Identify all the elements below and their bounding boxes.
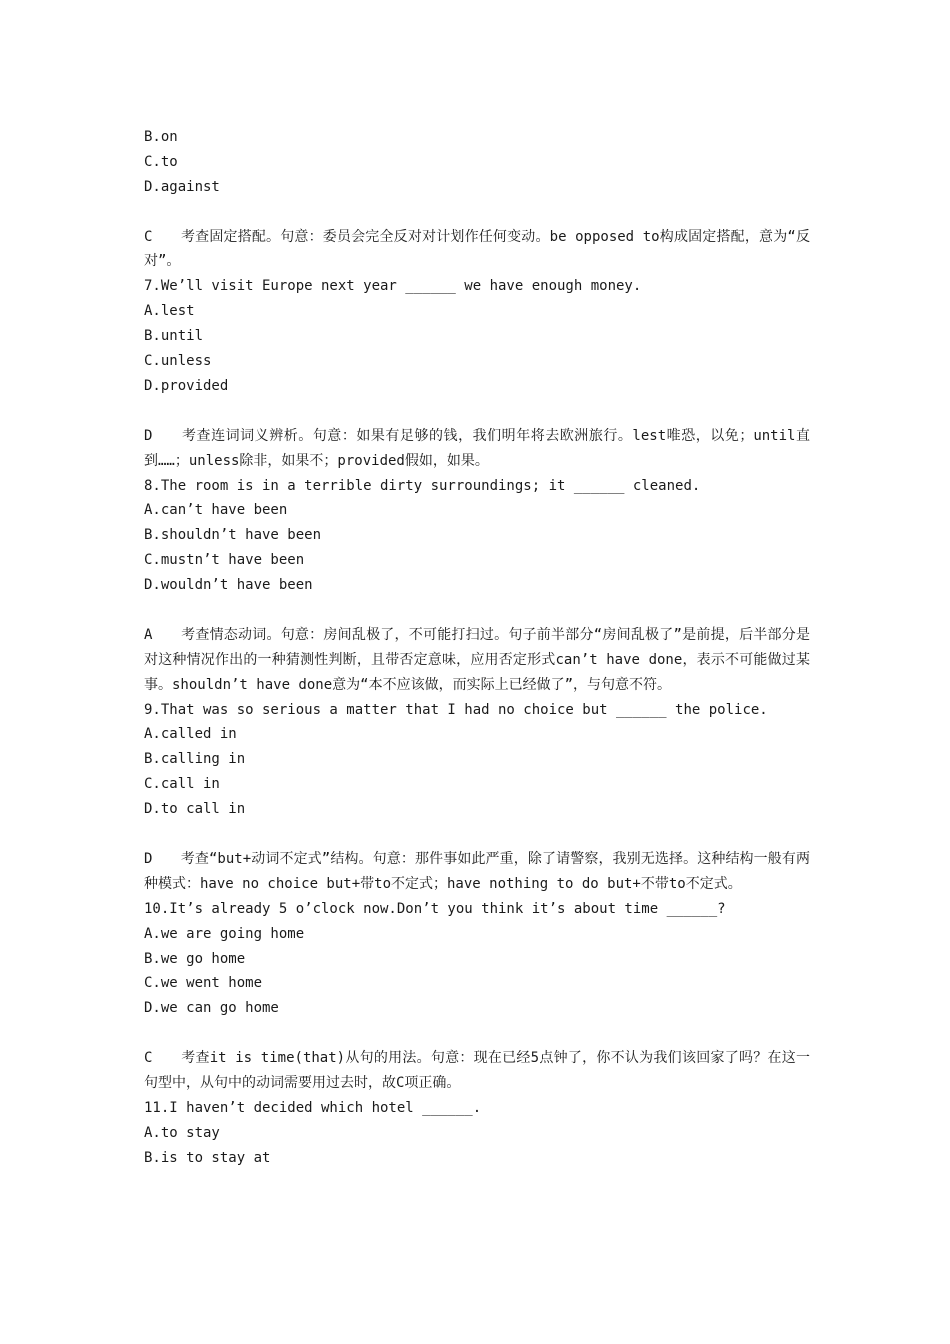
answer-option: B.we go home [144,950,246,967]
blank-line [144,399,810,424]
answer-explanation: C 考查固定搭配。句意：委员会完全反对对计划作任何变动。be opposed to构成固定搭配，意为“反对”。 [144,228,810,270]
answer-explanation: C 考查it is time(that)从句的用法。句意：现在已经5点钟了，你不认为我们该回家了吗？在这一句型中，从句中的动词需要用过去时，故C项正确。 [144,1050,810,1091]
answer-explanation: D 考查“but+动词不定式”结构。句意：那件事如此严重，除了请警察，我别无选择。这种结构一般有两种模式：have no choice but+带to不定式；have nothing to do but+不带to不定式。 [144,850,810,892]
answer-option: C.unless [144,353,212,370]
answer-option: C.we went home [144,975,263,992]
answer-option: C.call in [144,776,220,793]
answer-option: A.called in [144,726,237,743]
answer-option: C.to [144,153,178,170]
answer-explanation: A 考查情态动词。句意：房间乱极了，不可能打扫过。句子前半部分“房间乱极了”是前提，后半部分是对这种情况作出的一种猜测性判断，且带否定意味，应用否定形式can’t have done，表示不可能做过某事。shouldn’t have done意为“本不应该做，而实际上已经做了”，与句意不符。 [144,626,810,693]
blank-line [144,200,810,225]
answer-option: A.can’t have been [144,502,288,519]
answer-option: B.calling in [144,751,246,768]
answer-explanation: D 考查连词词义辨析。句意：如果有足够的钱，我们明年将去欧洲旅行。lest唯恐，以免；until直到……；unless除非，如果不；provided假如，如果。 [144,427,810,469]
question-text: 11.I haven’t decided which hotel ______. [144,1099,482,1116]
question-text: 7.We’ll visit Europe next year ______ we have enough money. [144,278,642,295]
answer-option: A.we are going home [144,925,305,942]
answer-option: D.to call in [144,801,246,818]
blank-line [144,598,810,623]
answer-option: B.shouldn’t have been [144,527,322,544]
question-text: 8.The room is in a terrible dirty surroundings; it ______ cleaned. [144,477,701,494]
answer-option: C.mustn’t have been [144,552,305,569]
answer-option: A.lest [144,303,195,320]
blank-line [144,822,810,847]
blank-line [144,1021,810,1046]
answer-option: B.on [144,129,178,145]
question-text: 10.It’s already 5 o’clock now.Don’t you think it’s about time ______? [144,900,726,917]
answer-option: D.wouldn’t have been [144,577,313,594]
answer-option: B.until [144,328,204,345]
answer-option: D.provided [144,377,229,394]
answer-option: D.against [144,178,220,195]
answer-option: D.we can go home [144,1000,279,1017]
answer-option: B.is to stay at [144,1149,271,1166]
question-text: 9.That was so serious a matter that I had no choice but ______ the police. [144,701,768,718]
answer-option: A.to stay [144,1124,220,1141]
document-body [144,125,810,1171]
